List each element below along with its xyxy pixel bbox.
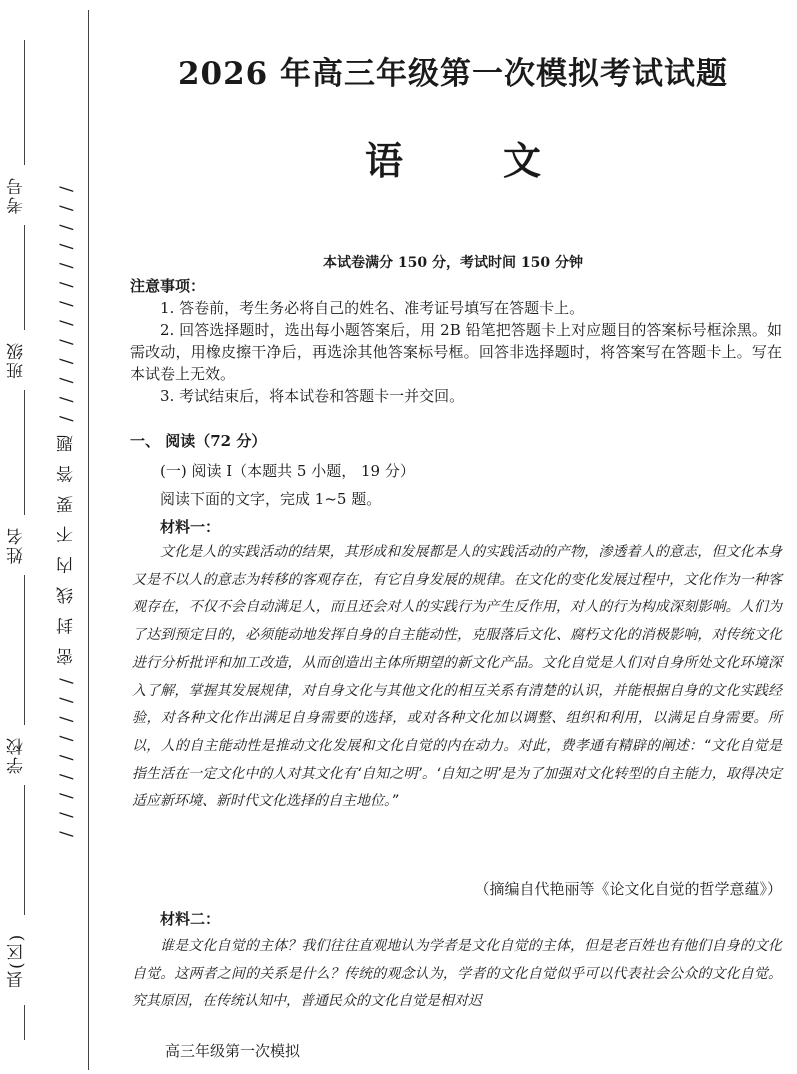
exam-number-field-label: 考号	[4, 165, 44, 225]
material-two-text	[132, 933, 782, 1016]
subject-title: 语文	[364, 138, 641, 183]
binding-gutter	[0, 0, 95, 1074]
material-two-label: 材料二：	[160, 910, 221, 928]
page-footer: 高三年级第一次模拟	[165, 1042, 301, 1060]
student-name-field-label: 姓名	[4, 515, 44, 575]
county-field-label: 县(区)	[4, 915, 44, 1005]
section-heading: 一、 阅读（72 分）	[130, 432, 267, 450]
reading-instruction: 阅读下面的文字，完成 1~5 题。	[160, 490, 382, 508]
notes-list	[130, 297, 782, 407]
note-item: 2. 回答选择题时，选出每小题答案后，用 2B 铅笔把答题卡上对应题目的答案标号框涂黑。如需改动，用橡皮擦干净后，再选涂其他答案标号框。回答非选择题时，将答案写在答题卡上。写在本试卷上无效。	[130, 321, 782, 383]
seal-line	[88, 10, 89, 1070]
notes-heading: 注意事项：	[130, 277, 206, 295]
material-one-paragraph: 文化是人的实践活动的结果，其形成和发展都是人的实践活动的产物，渗透着人的意志，但文化本身又是不以人的意志为转移的客观存在，有它自身发展的规律。在文化的变化发展过程中，文化作为一种客观存在，不仅不会自动满足人，而且还会对人的实践行为产生反作用，对人的行为构成深刻影响。人们为了达到预定目的，必须能动地发挥自身的自主能动性，克服落后文化、腐朽文化的消极影响，对传统文化进行分析批评和加工改造，从而创造出主体所期望的新文化产品。文化自觉是人们对自身所处文化环境深入了解，掌握其发展规律，对自身文化与其他文化的相互关系有清楚的认识，并能根据自身的文化实践经验，对各种文化作出满足自身需要的选择，或对各种文化加以调整、组织和利用，以满足自身需要。所以，人的自主能动性是推动文化发展和文化自觉的内在动力。对此，费孝通有精辟的阐述：“文化自觉是指生活在一定文化中的人对其文化有‘自知之明’。‘自知之明’是为了加强对文化转型的自主能力，取得决定适应新环境、新时代文化选择的自主地位。”	[132, 544, 782, 810]
subsection-heading: (一) 阅读 I（本题共 5 小题， 19 分）	[160, 462, 415, 480]
seal-line-warning: / / / / / / / / / 密 封 线 内 不 要 答 题 / / / / / / / / / / / / /	[57, 182, 77, 838]
note-item: 3. 考试结束后，将本试卷和答题卡一并交回。	[160, 387, 465, 405]
material-one-source: （摘编自代艳丽等《论文化自觉的哲学意蕴》）	[474, 880, 782, 898]
exam-title: 2026 年高三年级第一次模拟考试试题	[177, 56, 729, 92]
material-two-paragraph: 谁是文化自觉的主体？我们往往直观地认为学者是文化自觉的主体，但是老百姓也有他们自身的文化自觉。这两者之间的关系是什么？传统的观念认为，学者的文化自觉似乎可以代表社会公众的文化自觉。究其原因，在传统认知中，普通民众的文化自觉是相对迟	[132, 938, 782, 1010]
school-field-label: 学校	[4, 725, 44, 785]
material-one-label: 材料一：	[160, 518, 221, 536]
exam-info: 本试卷满分 150 分，考试时间 150 分钟	[323, 255, 583, 271]
material-one-text	[132, 539, 782, 816]
class-field-label: 班级	[4, 330, 44, 390]
note-item: 1. 答卷前，考生务必将自己的姓名、准考证号填写在答题卡上。	[160, 299, 585, 317]
